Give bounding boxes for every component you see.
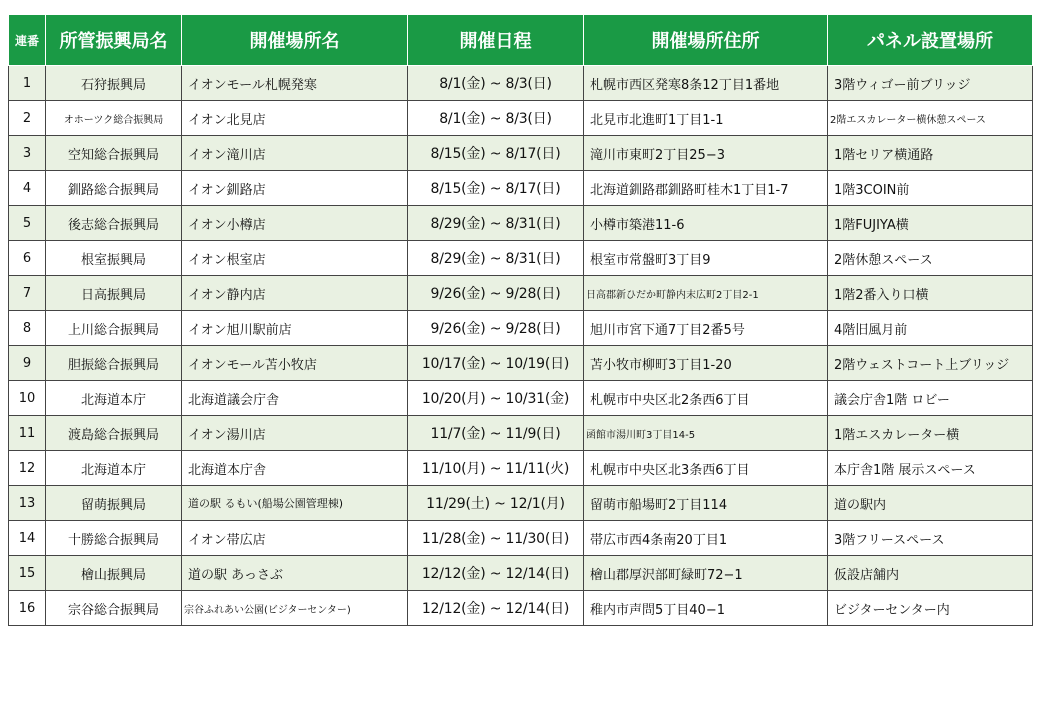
serial-cell: 15 — [9, 556, 46, 591]
address-cell: 北海道釧路郡釧路町桂木1丁目1-7 — [584, 171, 828, 206]
serial-cell: 2 — [9, 101, 46, 136]
panel-location-cell: 2階エスカレーター横休憩スペース — [828, 101, 1033, 136]
bureau-cell: 根室振興局 — [46, 241, 182, 276]
table-row — [9, 416, 1033, 451]
address-cell: 旭川市宮下通7丁目2番5号 — [584, 311, 828, 346]
header-address: 開催場所住所 — [584, 15, 828, 66]
dates-cell: 9/26(金) ~ 9/28(日) — [408, 276, 584, 311]
table-row — [9, 486, 1033, 521]
panel-location-cell: 1階エスカレーター横 — [828, 416, 1033, 451]
serial-cell: 6 — [9, 241, 46, 276]
bureau-cell: 上川総合振興局 — [46, 311, 182, 346]
bureau-cell: 日高振興局 — [46, 276, 182, 311]
address-cell: 根室市常盤町3丁目9 — [584, 241, 828, 276]
address-cell: 日高郡新ひだか町静内末広町2丁目2-1 — [584, 276, 828, 311]
panel-location-cell: 議会庁舎1階 ロビー — [828, 381, 1033, 416]
bureau-cell: 石狩振興局 — [46, 66, 182, 101]
panel-location-cell: 本庁舎1階 展示スペース — [828, 451, 1033, 486]
serial-cell: 10 — [9, 381, 46, 416]
serial-cell: 12 — [9, 451, 46, 486]
bureau-cell: オホーツク総合振興局 — [46, 101, 182, 136]
dates-cell: 12/12(金) ~ 12/14(日) — [408, 591, 584, 626]
venue-cell: 道の駅 るもい(船場公園管理棟) — [182, 486, 408, 521]
schedule-table — [8, 14, 1033, 626]
venue-cell: 北海道本庁舎 — [182, 451, 408, 486]
serial-cell: 11 — [9, 416, 46, 451]
bureau-cell: 渡島総合振興局 — [46, 416, 182, 451]
header-bureau: 所管振興局名 — [46, 15, 182, 66]
dates-cell: 8/1(金) ~ 8/3(日) — [408, 66, 584, 101]
schedule-table-container — [8, 14, 1033, 626]
dates-cell: 11/29(土) ~ 12/1(月) — [408, 486, 584, 521]
address-cell: 留萌市船場町2丁目114 — [584, 486, 828, 521]
panel-location-cell: 1階セリア横通路 — [828, 136, 1033, 171]
address-cell: 帯広市西4条南20丁目1 — [584, 521, 828, 556]
table-row — [9, 346, 1033, 381]
venue-cell: イオン静内店 — [182, 276, 408, 311]
header-venue: 開催場所名 — [182, 15, 408, 66]
table-row — [9, 451, 1033, 486]
header-panel-location: パネル設置場所 — [828, 15, 1033, 66]
venue-cell: イオン帯広店 — [182, 521, 408, 556]
serial-cell: 1 — [9, 66, 46, 101]
panel-location-cell: 1階FUJIYA横 — [828, 206, 1033, 241]
table-row — [9, 591, 1033, 626]
venue-cell: イオン湯川店 — [182, 416, 408, 451]
table-row — [9, 206, 1033, 241]
panel-location-cell: ビジターセンター内 — [828, 591, 1033, 626]
header-row — [9, 15, 1033, 66]
table-row — [9, 241, 1033, 276]
venue-cell: 道の駅 あっさぶ — [182, 556, 408, 591]
panel-location-cell: 1階3COIN前 — [828, 171, 1033, 206]
serial-cell: 3 — [9, 136, 46, 171]
venue-cell: 北海道議会庁舎 — [182, 381, 408, 416]
bureau-cell: 空知総合振興局 — [46, 136, 182, 171]
bureau-cell: 十勝総合振興局 — [46, 521, 182, 556]
venue-cell: イオン北見店 — [182, 101, 408, 136]
bureau-cell: 釧路総合振興局 — [46, 171, 182, 206]
address-cell: 檜山郡厚沢部町緑町72−1 — [584, 556, 828, 591]
table-row — [9, 66, 1033, 101]
bureau-cell: 胆振総合振興局 — [46, 346, 182, 381]
table-row — [9, 381, 1033, 416]
panel-location-cell: 3階ウィゴー前ブリッジ — [828, 66, 1033, 101]
venue-cell: イオンモール札幌発寒 — [182, 66, 408, 101]
bureau-cell: 後志総合振興局 — [46, 206, 182, 241]
table-row — [9, 311, 1033, 346]
table-row — [9, 521, 1033, 556]
bureau-cell: 北海道本庁 — [46, 451, 182, 486]
table-row — [9, 276, 1033, 311]
panel-location-cell: 道の駅内 — [828, 486, 1033, 521]
address-cell: 滝川市東町2丁目25−3 — [584, 136, 828, 171]
venue-cell: イオン滝川店 — [182, 136, 408, 171]
dates-cell: 8/15(金) ~ 8/17(日) — [408, 136, 584, 171]
venue-cell: イオン小樽店 — [182, 206, 408, 241]
serial-cell: 8 — [9, 311, 46, 346]
bureau-cell: 檜山振興局 — [46, 556, 182, 591]
address-cell: 小樽市築港11-6 — [584, 206, 828, 241]
address-cell: 北見市北進町1丁目1-1 — [584, 101, 828, 136]
address-cell: 札幌市西区発寒8条12丁目1番地 — [584, 66, 828, 101]
address-cell: 稚内市声問5丁目40−1 — [584, 591, 828, 626]
dates-cell: 8/1(金) ~ 8/3(日) — [408, 101, 584, 136]
table-row — [9, 171, 1033, 206]
dates-cell: 8/15(金) ~ 8/17(日) — [408, 171, 584, 206]
serial-cell: 14 — [9, 521, 46, 556]
table-row — [9, 556, 1033, 591]
header-dates: 開催日程 — [408, 15, 584, 66]
header-serial: 連番 — [9, 15, 46, 66]
address-cell: 札幌市中央区北2条西6丁目 — [584, 381, 828, 416]
bureau-cell: 北海道本庁 — [46, 381, 182, 416]
serial-cell: 9 — [9, 346, 46, 381]
venue-cell: イオン根室店 — [182, 241, 408, 276]
panel-location-cell: 4階旧風月前 — [828, 311, 1033, 346]
dates-cell: 12/12(金) ~ 12/14(日) — [408, 556, 584, 591]
table-row — [9, 136, 1033, 171]
serial-cell: 4 — [9, 171, 46, 206]
serial-cell: 16 — [9, 591, 46, 626]
serial-cell: 7 — [9, 276, 46, 311]
address-cell: 函館市湯川町3丁目14-5 — [584, 416, 828, 451]
dates-cell: 8/29(金) ~ 8/31(日) — [408, 206, 584, 241]
address-cell: 苫小牧市柳町3丁目1-20 — [584, 346, 828, 381]
panel-location-cell: 2階ウェストコート上ブリッジ — [828, 346, 1033, 381]
dates-cell: 11/28(金) ~ 11/30(日) — [408, 521, 584, 556]
dates-cell: 10/17(金) ~ 10/19(日) — [408, 346, 584, 381]
dates-cell: 9/26(金) ~ 9/28(日) — [408, 311, 584, 346]
venue-cell: 宗谷ふれあい公園(ビジターセンター) — [182, 591, 408, 626]
dates-cell: 8/29(金) ~ 8/31(日) — [408, 241, 584, 276]
venue-cell: イオンモール苫小牧店 — [182, 346, 408, 381]
bureau-cell: 宗谷総合振興局 — [46, 591, 182, 626]
panel-location-cell: 3階フリースペース — [828, 521, 1033, 556]
address-cell: 札幌市中央区北3条西6丁目 — [584, 451, 828, 486]
dates-cell: 10/20(月) ~ 10/31(金) — [408, 381, 584, 416]
panel-location-cell: 仮設店舗内 — [828, 556, 1033, 591]
venue-cell: イオン旭川駅前店 — [182, 311, 408, 346]
panel-location-cell: 2階休憩スペース — [828, 241, 1033, 276]
dates-cell: 11/7(金) ~ 11/9(日) — [408, 416, 584, 451]
venue-cell: イオン釧路店 — [182, 171, 408, 206]
bureau-cell: 留萌振興局 — [46, 486, 182, 521]
panel-location-cell: 1階2番入り口横 — [828, 276, 1033, 311]
serial-cell: 5 — [9, 206, 46, 241]
table-row — [9, 101, 1033, 136]
dates-cell: 11/10(月) ~ 11/11(火) — [408, 451, 584, 486]
serial-cell: 13 — [9, 486, 46, 521]
